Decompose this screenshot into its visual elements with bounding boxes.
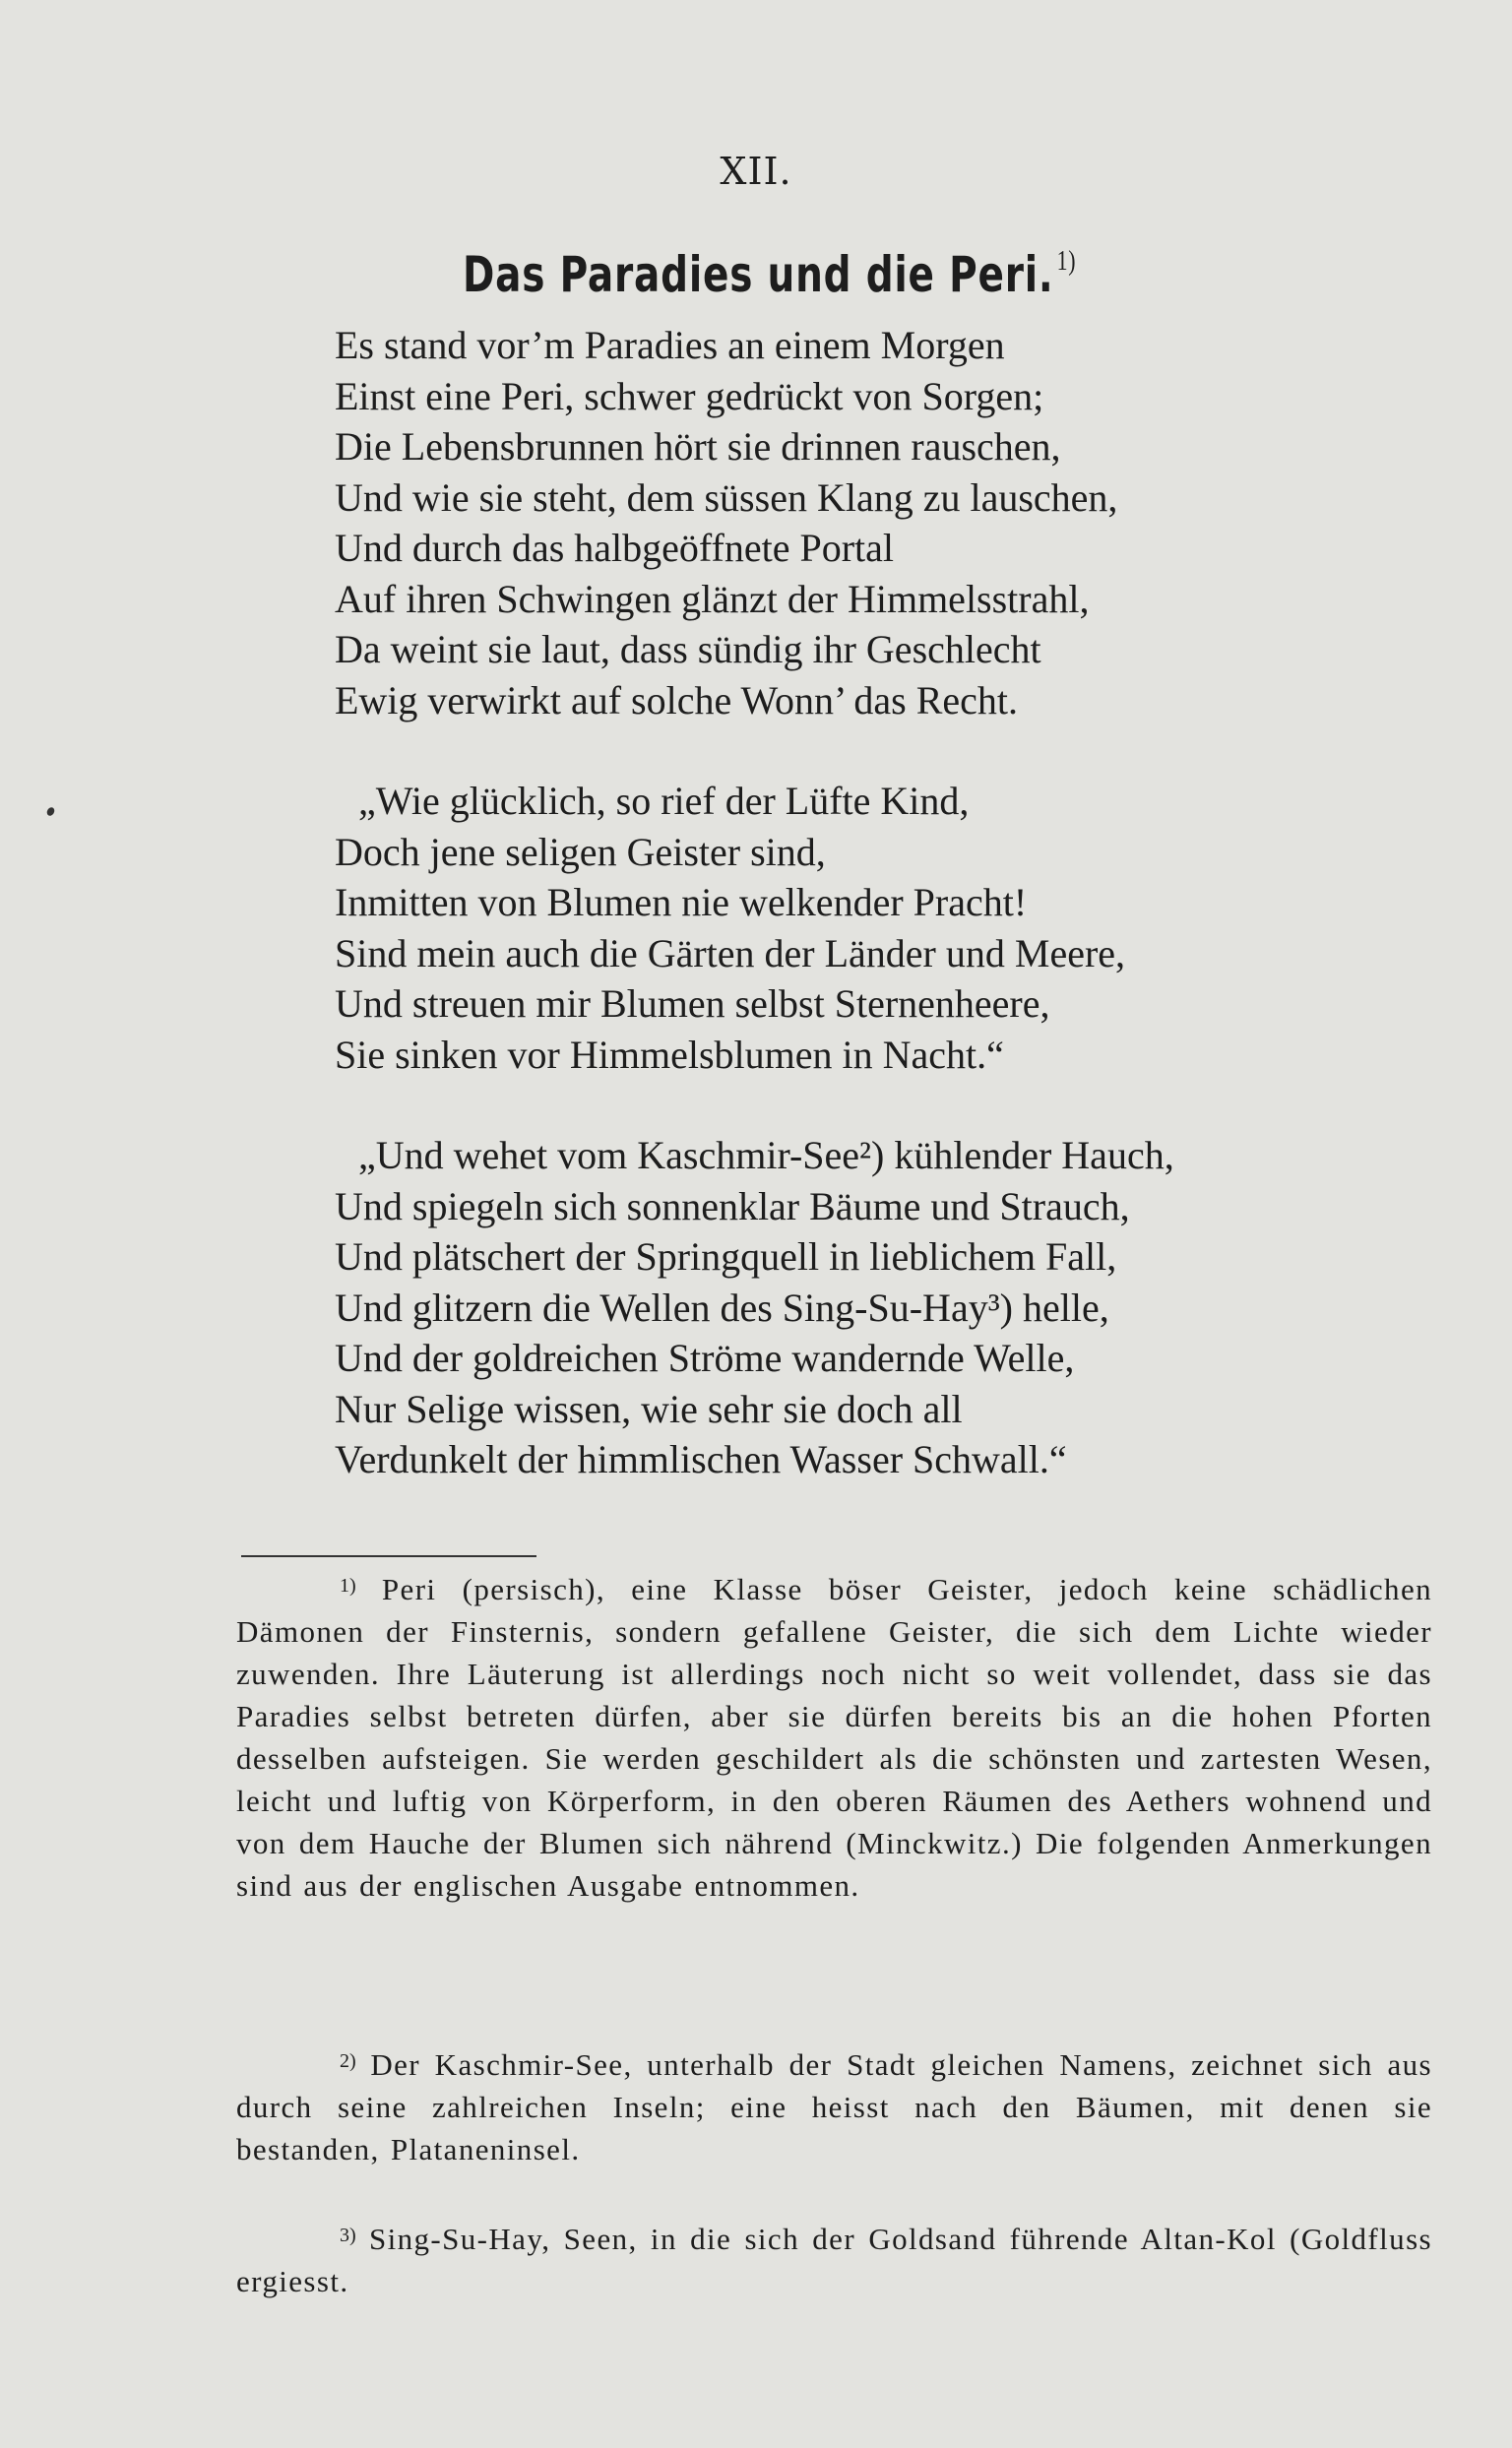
- footnote-2: [236, 2040, 1432, 2170]
- verse-line: Und streuen mir Blumen selbst Sternenheere,: [335, 981, 1050, 1026]
- verse-line: Inmitten von Blumen nie welkender Pracht!: [335, 880, 1028, 924]
- verse-line: „Wie glücklich, so rief der Lüfte Kind,: [358, 779, 970, 823]
- verse-line: Verdunkelt der himmlischen Wasser Schwall.“: [335, 1437, 1067, 1481]
- stanza-1: [335, 320, 1349, 725]
- page-speck: [45, 806, 56, 817]
- verse-line: „Und wehet vom Kaschmir-See²) kühlender Hauch,: [358, 1133, 1174, 1177]
- verse-line: Und glitzern die Wellen des Sing-Su-Hay³) helle,: [335, 1285, 1109, 1330]
- verse-line: Es stand vor’m Paradies an einem Morgen: [335, 323, 1005, 367]
- verse-line: Auf ihren Schwingen glänzt der Himmelsstrahl,: [335, 576, 1090, 621]
- footnote-text: Sing-Su-Hay, Seen, in die sich der Goldsand führende Altan-Kol (Goldfluss ergiesst.: [236, 2222, 1432, 2298]
- verse-line: Und wie sie steht, dem süssen Klang zu lauschen,: [335, 474, 1118, 520]
- poem-title: [463, 246, 1076, 303]
- verse-line: Sie sinken vor Himmelsblumen in Nacht.“: [335, 1032, 1004, 1077]
- stanza-3: [335, 1130, 1349, 1485]
- footnote-3: [236, 2215, 1432, 2302]
- chapter-number: XII.: [720, 150, 792, 193]
- footnote-divider: [241, 1555, 536, 1557]
- verse-line: Nur Selige wissen, wie sehr sie doch all: [335, 1386, 963, 1431]
- footnote-marker: 3): [340, 2225, 356, 2246]
- footnote-marker: 2): [340, 2050, 356, 2072]
- footnote-1: [236, 1565, 1432, 1907]
- verse-line: Und der goldreichen Ströme wandernde Welle,: [335, 1336, 1075, 1380]
- verse-line: Sind mein auch die Gärten der Länder und Meere,: [335, 930, 1126, 975]
- title-footnote-ref: 1): [1056, 246, 1077, 277]
- verse-line: Ewig verwirkt auf solche Wonn’ das Recht.: [335, 677, 1019, 722]
- poem-title-text: Das Paradies und die Peri.: [463, 246, 1054, 303]
- verse-line: Doch jene seligen Geister sind,: [335, 829, 826, 874]
- verse-line: Und durch das halbgeöffnete Portal: [335, 526, 894, 570]
- verse-line: Da weint sie laut, dass sündig ihr Geschlecht: [335, 627, 1041, 671]
- verse-line: Und plätschert der Springquell in lieblichem Fall,: [335, 1234, 1117, 1279]
- footnote-marker: 1): [340, 1575, 356, 1597]
- verse-line: Einst eine Peri, schwer gedrückt von Sorgen;: [335, 373, 1044, 418]
- verse-line: Und spiegeln sich sonnenklar Bäume und Strauch,: [335, 1183, 1130, 1228]
- stanza-2: [335, 776, 1349, 1080]
- footnote-text: Peri (persisch), eine Klasse böser Geister, jedoch keine schädlichen Dämonen der Finsternis, sondern gefallene Geister, die sich dem Lichte wieder zuwenden. Ihre Läuterung ist allerdings noch nicht so weit vollendet, dass sie das Paradies selbst betreten dürfen, aber sie dürfen bereits bis an die hohen Pforten desselben aufsteigen. Sie werden geschildert als die schönsten und zartesten Wesen, leicht und luftig von Körperform, in den oberen Räumen des Aethers wohnend und von dem Hauche der Blumen sich nährend (Minckwitz.) Die folgenden Anmerkungen sind aus der englischen Ausgabe entnommen.: [236, 1572, 1433, 1903]
- footnote-text: Der Kaschmir-See, unterhalb der Stadt gleichen Namens, zeichnet sich aus durch seine zahlreichen Inseln; eine heisst nach den Bäumen, mit denen sie bestanden, Plataneninsel.: [236, 2047, 1432, 2166]
- verse-line: Die Lebensbrunnen hört sie drinnen rauschen,: [335, 424, 1061, 469]
